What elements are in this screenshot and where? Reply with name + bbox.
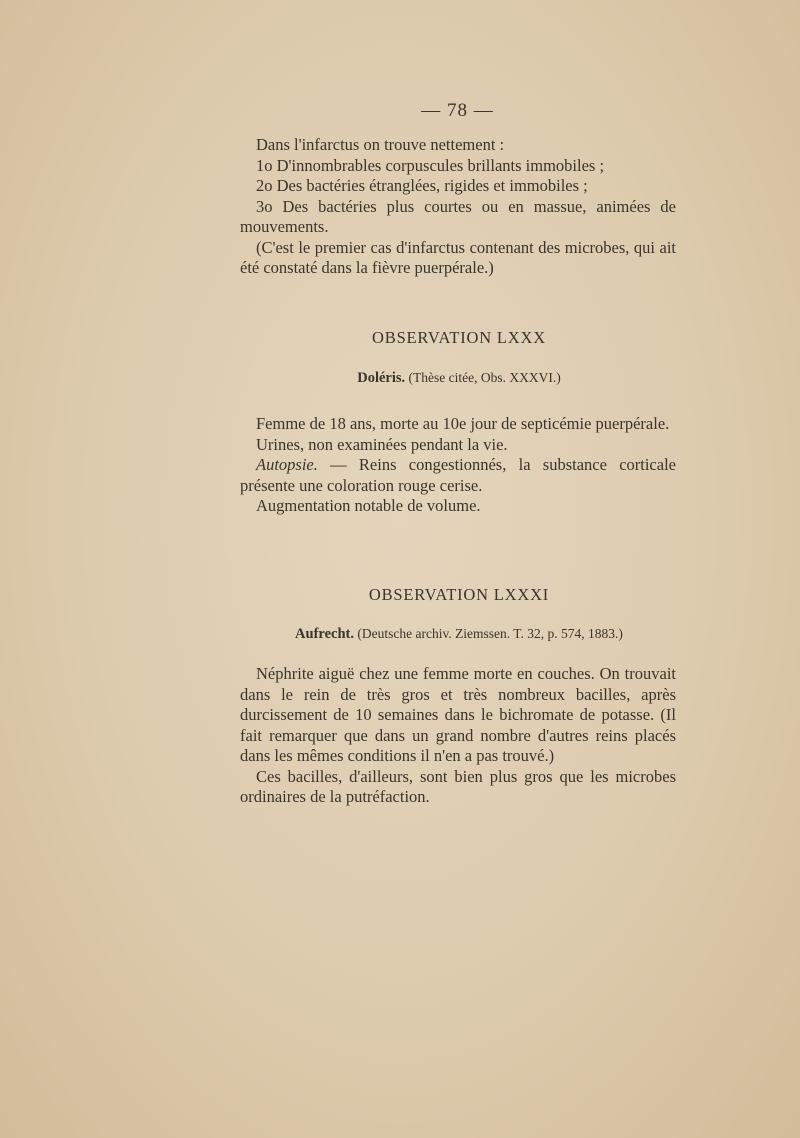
autopsy-text: — Reins congestionnés, la substance corticale présente une coloration rouge cerise.	[240, 455, 676, 495]
paragraph: Femme de 18 ans, morte au 10e jour de septicémie puerpérale.	[256, 414, 670, 433]
paragraph: Dans l'infarctus on trouve nettement :	[256, 135, 505, 154]
paragraph: Néphrite aiguë chez une femme morte en couches. On trouvait dans le rein de très gros et très nombreux bacilles, après durcissement de 10 semaines dans le bichromate de potasse. (Il fait remarquer que dans un grand nombre d'autres reins placés dans les mêmes conditions il n'en a pas trouvé.)	[240, 664, 676, 765]
paragraph: (C'est le premier cas d'infarctus contenant des microbes, qui ait été constaté dans la fièvre puerpérale.)	[240, 237, 676, 277]
citation	[0, 370, 800, 387]
paragraph: 1o D'innombrables corpuscules brillants immobiles ;	[256, 155, 605, 175]
observation-text-block	[240, 414, 676, 517]
paragraph: Urines, non examinées pendant la vie.	[256, 434, 508, 454]
citation-source: (Deutsche archiv. Ziemssen. T. 32, p. 574, 1883.)	[357, 626, 623, 641]
observation-title: OBSERVATION LXXXI	[368, 585, 550, 604]
observation-text-block	[240, 664, 676, 808]
citation-source: (Thèse citée, Obs. XXXVI.)	[408, 370, 561, 385]
paragraph: 3o Des bactéries plus courtes ou en massue, animées de mouvements.	[240, 196, 676, 236]
paragraph	[240, 455, 676, 496]
citation-author: Aufrecht.	[295, 626, 354, 642]
observation-title: OBSERVATION LXXX	[372, 328, 546, 347]
citation-author: Doléris.	[357, 370, 406, 386]
autopsy-label: Autopsie.	[256, 455, 318, 474]
paragraph: Augmentation notable de volume.	[256, 496, 481, 515]
intro-text-block	[240, 135, 676, 279]
paragraph: 2o Des bactéries étranglées, rigides et immobiles ;	[256, 176, 588, 195]
citation	[0, 626, 800, 643]
paragraph: Ces bacilles, d'ailleurs, sont bien plus gros que les microbes ordinaires de la putréfaction.	[240, 766, 676, 806]
page-number: — 78 —	[421, 100, 494, 121]
